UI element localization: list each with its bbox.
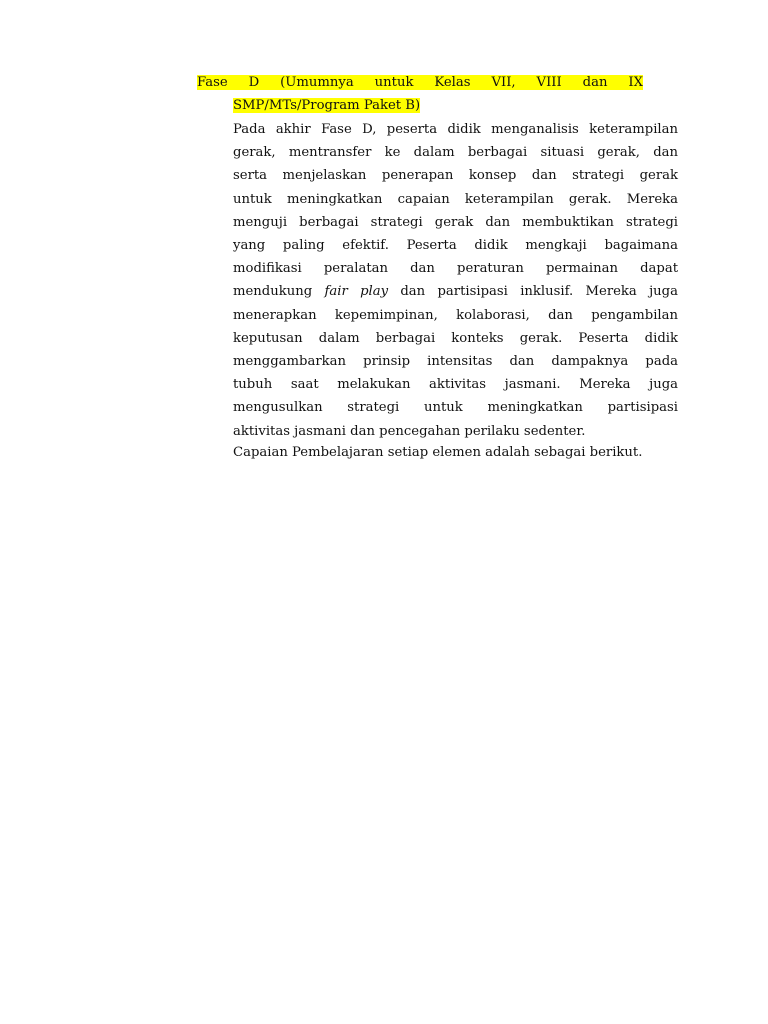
paragraph-line: menguji berbagai strategi gerak dan membuktikan strategi [233, 214, 678, 230]
paragraph-line: keputusan dalam berbagai konteks gerak. Peserta didik [233, 330, 678, 346]
paragraph-line: serta menjelaskan penerapan konsep dan strategi gerak [233, 168, 678, 184]
paragraph-line: modifikasi peralatan dan peraturan permainan dapat [233, 261, 678, 277]
paragraph-line: Pada akhir Fase D, peserta didik menganalisis keterampilan [233, 122, 678, 137]
section-heading [197, 71, 643, 117]
text-run: dan partisipasi inklusif. Mereka juga [388, 284, 678, 300]
paragraph-line [233, 280, 678, 303]
paragraph-line: gerak, mentransfer ke dalam berbagai situasi gerak, dan [233, 145, 678, 161]
italic-term: fair play [324, 284, 389, 300]
paragraph-line: aktivitas jasmani dan pencegahan perilaku sedenter. [233, 423, 586, 439]
heading-line-2 [197, 94, 643, 117]
highlighted-text: Fase D (Umumnya untuk Kelas VII, VIII dan IX [197, 75, 643, 90]
paragraph-line: menerapkan kepemimpinan, kolaborasi, dan pengambilan [233, 307, 678, 323]
paragraph-line: tubuh saat melakukan aktivitas jasmani. Mereka juga [233, 377, 678, 393]
paragraph-line: menggambarkan prinsip intensitas dan dampaknya pada [233, 354, 678, 370]
paragraph-line: mengusulkan strategi untuk meningkatkan partisipasi [233, 400, 678, 416]
highlighted-text: SMP/MTs/Program Paket B) [233, 98, 421, 113]
heading-line-1 [197, 71, 643, 94]
description-paragraph [233, 118, 678, 443]
text-run: mendukung [233, 284, 325, 300]
paragraph-line: yang paling efektif. Peserta didik mengkaji bagaimana [233, 238, 678, 254]
closing-sentence: Capaian Pembelajaran setiap elemen adalah sebagai berikut. [233, 445, 643, 460]
paragraph-line: untuk meningkatkan capaian keterampilan gerak. Mereka [233, 191, 678, 207]
